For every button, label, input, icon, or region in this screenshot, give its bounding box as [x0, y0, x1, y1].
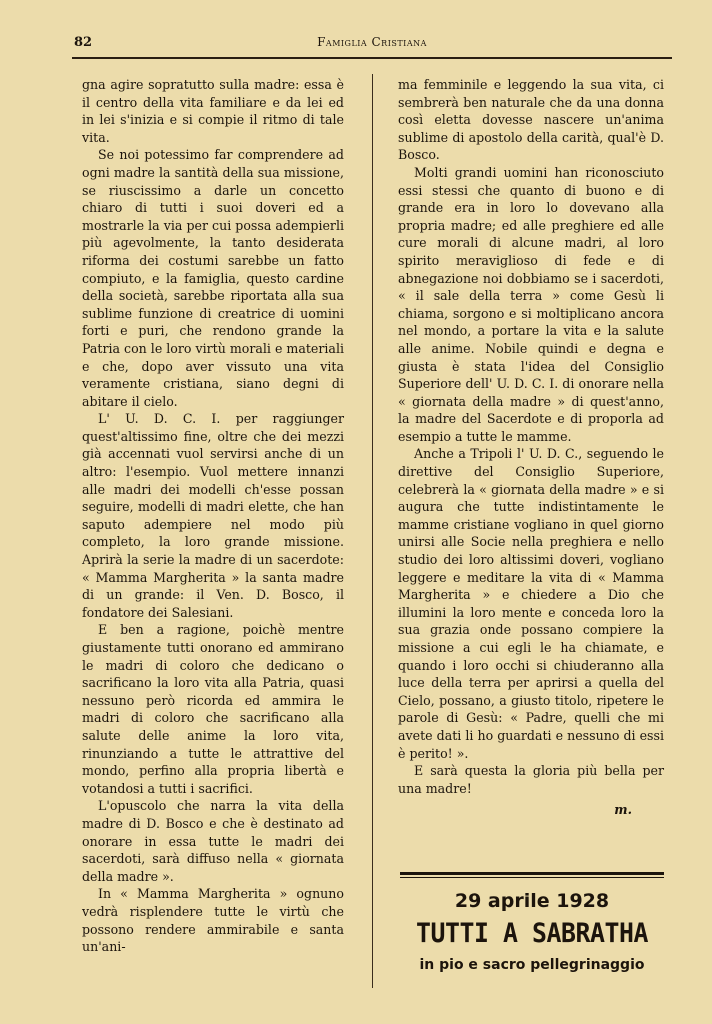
header-rule — [72, 57, 672, 59]
paragraph: L'opuscolo che narra la vita della madre di D. Bosco e che è destinato ad onorare in essa tutte le madri dei sacerdoti, sarà diffuso nella « giornata della madre ». — [82, 798, 344, 884]
notice-headline: TUTTI A SABRATHA — [416, 918, 648, 949]
paragraph: In « Mamma Margherita » ognuno vedrà risplendere tutte le virtù che possono rendere ammirabile e santa un'ani- — [82, 886, 344, 955]
notice-rule — [400, 872, 664, 878]
paragraph: Se noi potessimo far comprendere ad ogni madre la santità della sua missione, se riuscissimo a darle un concetto chiaro di tutti i suoi doveri ed a mostrarle la via per cui possa adempierli più agevolmente, la tanto desiderata riforma dei costumi sarebbe un fatto compiuto, e la famiglia, questo cardine della società, sarebbe riportata alla sua sublime funzione di creatrice di uomini forti e puri, che rendono grande la Patria con le loro virtù morali e materiali e che, dopo aver vissuto una vita veramente cristiana, siano degni di abitare il cielo. — [82, 147, 344, 409]
page-header — [72, 30, 672, 60]
page-number: 82 — [74, 35, 93, 50]
pilgrimage-notice — [392, 890, 672, 973]
paragraph: Molti grandi uomini han riconosciuto essi stessi che quanto di buono e di grande era in loro lo dovevano alla propria madre; ed alle preghiere ed alle cure morali di alcune madri, al loro spirito meraviglioso di fede e di abnegazione noi dobbiamo se i sacerdoti, « il sale della terra » come Gesù li chiama, sorgono e si moltiplicano ancora nel mondo, a portare la vita e la salute alle anime. Nobile quindi e degna e giusta è stata l'idea del Consiglio Superiore dell' U. D. C. I. di onorare nella « giornata della madre » di quest'anno, la madre del Sacerdote e di proporla ad esempio a tutte le mamme. — [398, 164, 664, 444]
paragraph: Anche a Tripoli l' U. D. C., seguendo le direttive del Consiglio Superiore, celebrerà la « giornata della madre » e si augura che tutte indistintamente le mamme cristiane vogliano in quel giorno unirsi alle Socie nella preghiera e nello studio dei loro altissimi doveri, vogliano leggere e meditare la vita di « Mamma Margherita » e chiedere a Dio che illumini la loro mente e conceda loro la sua grazia onde possano compiere la missione a cui egli le ha chiamate, e quando i loro occhi si chiuderanno alla luce della terra per aprirsi a quella del Cielo, possano, a giusto titolo, ripetere le parole di Gesù: « Padre, quelli che mi avete dati li ho guardati e nessuno di essi è perito! ». — [398, 446, 664, 761]
paragraph: L' U. D. C. I. per raggiunger quest'altissimo fine, oltre che dei mezzi già accennati vuol servirsi anche di un altro: l'esempio. Vuol mettere innanzi alle madri dei modelli ch'esse possan seguire, modelli di madri elette, che han saputo adempiere nel modo più completo, la loro grande missione. Aprirà la serie la madre di un sacerdote: « Mamma Margherita » la santa madre di un grande: il Ven. D. Bosco, il fondatore dei Salesiani. — [82, 411, 344, 620]
paragraph: ma femminile e leggendo la sua vita, ci sembrerà ben naturale che da una donna così eletta dovesse nascere un'anima sublime di apostolo della carità, qual'è D. Bosco. — [398, 77, 664, 163]
author-signature: m. — [614, 802, 632, 818]
paragraph: E sarà questa la gloria più bella per una madre! — [398, 763, 664, 796]
paragraph: gna agire sopratutto sulla madre: essa è il centro della vita familiare e da lei ed in lei s'inizia e si compie il ritmo di tale vita. — [82, 77, 344, 145]
paragraph: E ben a ragione, poichè mentre giustamente tutti onorano ed ammirano le madri di coloro che dedicano o sacrificano la loro vita alla Patria, quasi nessuno però ricorda ed ammira le madri di coloro che sacrificano alla salute delle anime la loro vita, rinunziando a tutte le attrattive del mondo, perfino alla propria libertà e votandosi a tutti i sacrifici. — [82, 622, 344, 796]
right-column — [398, 76, 664, 819]
notice-subline: in pio e sacro pellegrinaggio — [419, 957, 645, 973]
notice-date: 29 aprile 1928 — [454, 890, 610, 912]
running-title: Famiglia Cristiana — [317, 35, 427, 49]
left-column — [82, 76, 344, 956]
column-divider — [372, 74, 373, 988]
